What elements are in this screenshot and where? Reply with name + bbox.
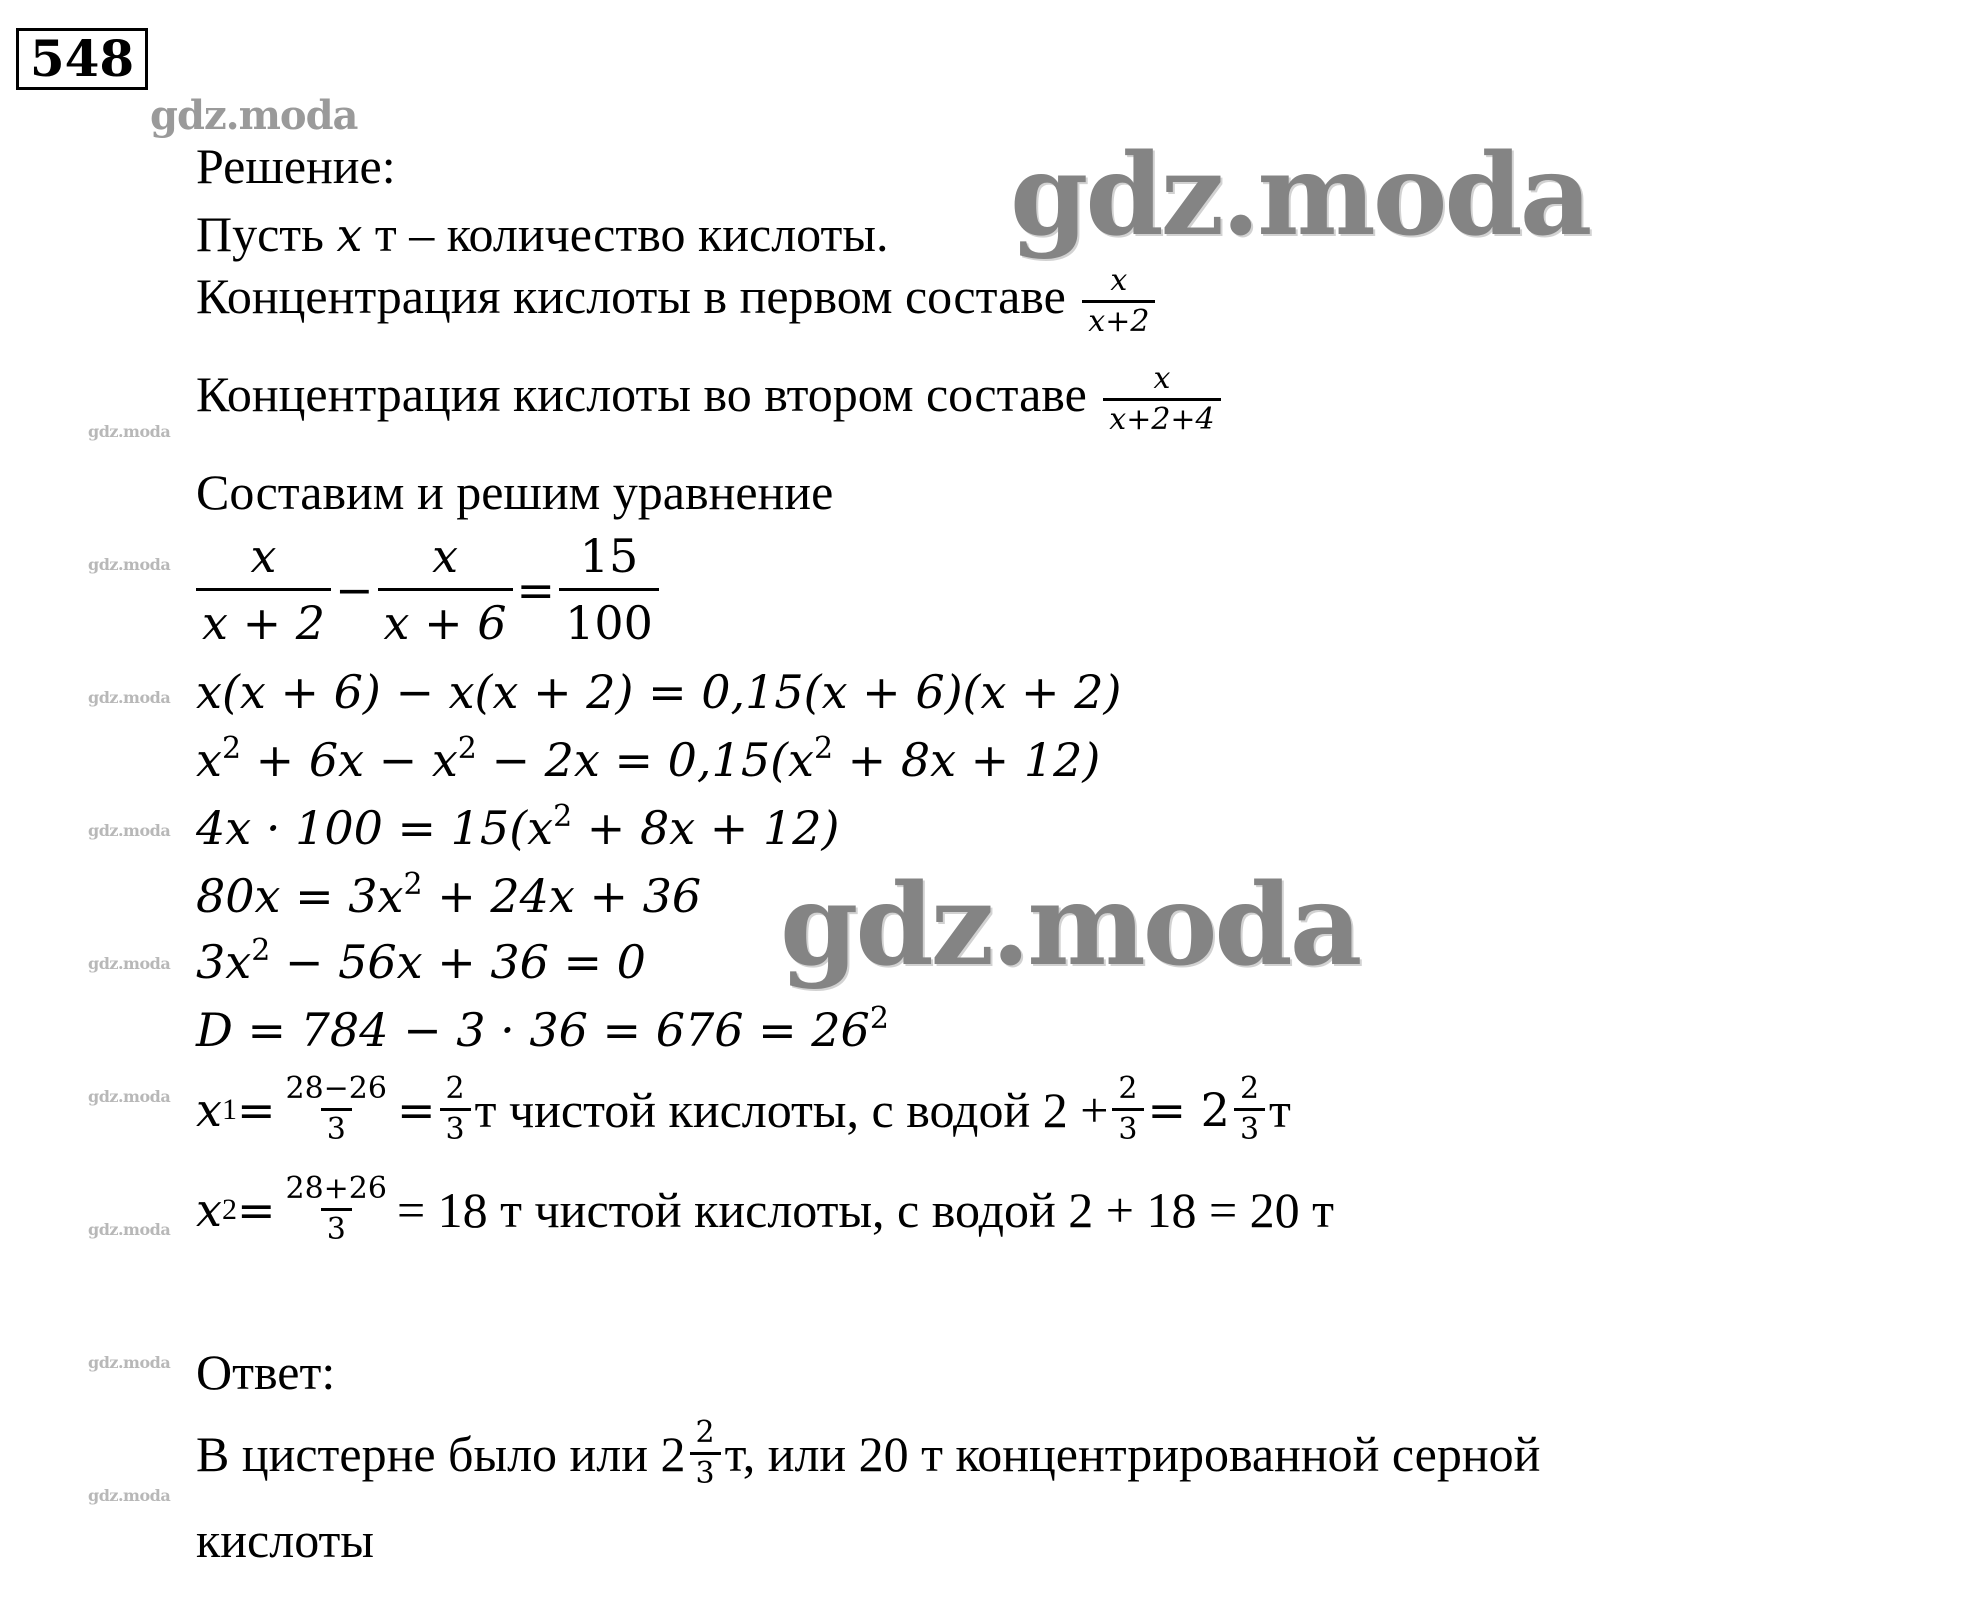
- fraction: $\frac{15}{100}$: [559, 524, 659, 655]
- watermark-logo: gdz.moda: [88, 821, 171, 840]
- fraction: $\frac{2}{3}$: [1112, 1070, 1143, 1149]
- fraction: $\frac{x}{x + 2}$: [196, 524, 331, 655]
- fraction: $\frac{2}{3}$: [690, 1414, 721, 1493]
- watermark-logo: gdz.moda: [88, 688, 171, 707]
- equation-fractions: $\frac{x}{x + 2}$ − $\frac{x}{x + 6}$ = $\frac{15}{100}$: [196, 524, 663, 655]
- problem-number: 548: [16, 28, 148, 90]
- equation-line: x(x + 6) − x(x + 2) = 0,15(x + 6)(x + 2): [196, 665, 1122, 719]
- answer-line: В цистерне было или 2 $\frac{2}{3}$ т, или 20 т концентрированной серной: [196, 1415, 1541, 1491]
- fraction: $\frac{28-26}{3}$: [285, 1071, 387, 1147]
- watermark-logo: gdz.moda: [88, 1087, 171, 1106]
- equation-line: $3x^2 - 56x + 36 = 0$: [196, 933, 646, 989]
- watermark-logo: gdz.moda: [88, 1486, 171, 1505]
- answer-line: кислоты: [196, 1512, 374, 1568]
- root-x1-line: x 1 = $\frac{28-26}{3}$ = $\frac{2}{3}$ т чистой кислоты, с водой 2 + $\frac{2}{3}$ = 2 $\frac{2}{3}$ т: [196, 1071, 1291, 1147]
- watermark-logo: gdz.moda: [150, 92, 358, 139]
- solution-line: Пусть x т – количество кислоты.: [196, 206, 889, 262]
- fraction: $\frac{2}{3}$: [440, 1070, 471, 1149]
- fraction: $\frac{28+26}{3}$: [285, 1171, 387, 1247]
- watermark-logo: gdz.moda: [88, 555, 171, 574]
- fraction: $\frac{x}{x+2+4}$: [1103, 360, 1220, 439]
- equation-line: $4x \cdot 100 = 15(x^2 + 8x + 12)$: [196, 799, 840, 855]
- solution-line: Концентрация кислоты в первом составе $\frac{x}{x+2}$: [196, 262, 1159, 341]
- watermark-logo: gdz.moda: [88, 954, 171, 973]
- watermark-logo: gdz.moda: [88, 1220, 171, 1239]
- watermark-logo: gdz.moda: [88, 1353, 171, 1372]
- fraction: $\frac{2}{3}$: [1234, 1070, 1265, 1149]
- solution-line: Концентрация кислоты во втором составе $\frac{x}{x+2+4}$: [196, 360, 1225, 439]
- root-x2-line: x 2 = $\frac{28+26}{3}$ = 18 т чистой кислоты, с водой 2 + 18 = 20 т: [196, 1171, 1335, 1247]
- fraction: $\frac{x}{x + 6}$: [378, 524, 513, 655]
- solution-line: Составим и решим уравнение: [196, 464, 834, 520]
- watermark-logo: gdz.moda: [88, 422, 171, 441]
- answer-heading: Ответ:: [196, 1344, 336, 1400]
- fraction: $\frac{x}{x+2}$: [1082, 262, 1155, 341]
- equation-line: $x^2 + 6x - x^2 - 2x = 0,15(x^2 + 8x + 12)$: [196, 731, 1101, 787]
- solution-heading: Решение:: [196, 138, 396, 194]
- watermark-logo: gdz.moda: [1010, 130, 1590, 261]
- equation-line: $80x = 3x^2 + 24x + 36$: [196, 867, 702, 923]
- equation-line: $D = 784 - 3 \cdot 36 = 676 = 26^2$: [196, 1001, 889, 1057]
- watermark-logo: gdz.moda: [780, 860, 1360, 991]
